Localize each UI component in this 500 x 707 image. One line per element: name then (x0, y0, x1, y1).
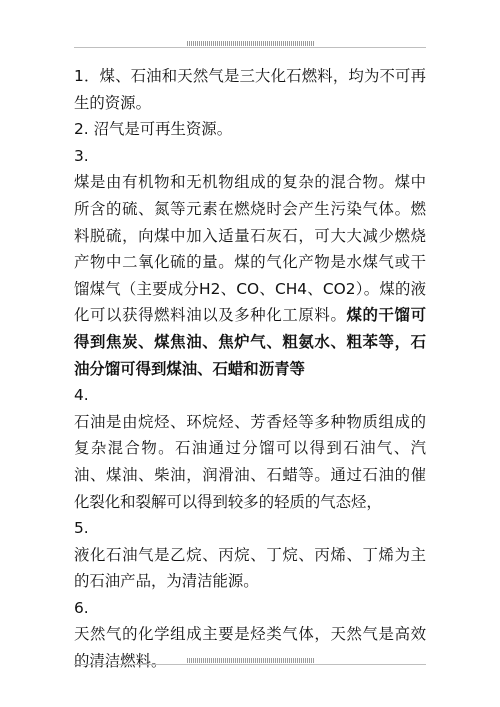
paragraph-3-text: 煤是由有机物和无机物组成的复杂的混合物。煤中所含的硫、氮等元素在燃烧时会产生污染气体。燃料脱硫，向煤中加入适量石灰石，可大大减少燃烧产物中二氧化硫的量。煤的气化产物是水煤气或干馏煤气（主要成分H2、CO、CH4、CO2）。煤的液化可以获得燃料油以及多种化工原料。 (74, 173, 426, 325)
paragraph-2: 2. 沼气是可再生资源。 (74, 120, 233, 139)
document-body (74, 63, 426, 675)
paragraph-1: 1．煤、石油和天然气是三大化石燃料，均为不可再生的资源。 (74, 67, 426, 112)
header-rule (74, 47, 426, 48)
paragraph-6-number: 6. (74, 598, 89, 617)
footer-rule (74, 664, 426, 665)
footer-decoration (187, 658, 315, 662)
paragraph-5-number: 5. (74, 519, 89, 538)
paragraph-6: 天然气的化学组成主要是烃类气体，天然气是高效的清洁燃料。 (74, 625, 426, 671)
paragraph-5: 液化石油气是乙烷、丙烷、丁烷、丙烯、丁烯为主的石油产品，为清洁能源。 (74, 545, 426, 591)
header-decoration (187, 41, 315, 45)
paragraph-4-number: 4. (74, 386, 89, 405)
paragraph-3 (74, 169, 426, 382)
paragraph-3-number: 3. (74, 146, 89, 165)
paragraph-4: 石油是由烷烃、环烷烃、芳香烃等多种物质组成的复杂混合物。石油通过分馏可以得到石油气、汽油、煤油、柴油，润滑油、石蜡等。通过石油的催化裂化和裂解可以得到较多的轻质的气态烃， (74, 412, 426, 511)
paragraph-3-bold-text: 煤的干馏可得到焦炭、煤焦油、焦炉气、粗氨水、粗苯等，石油分馏可得到煤油、石蜡和沥青等 (74, 306, 426, 378)
